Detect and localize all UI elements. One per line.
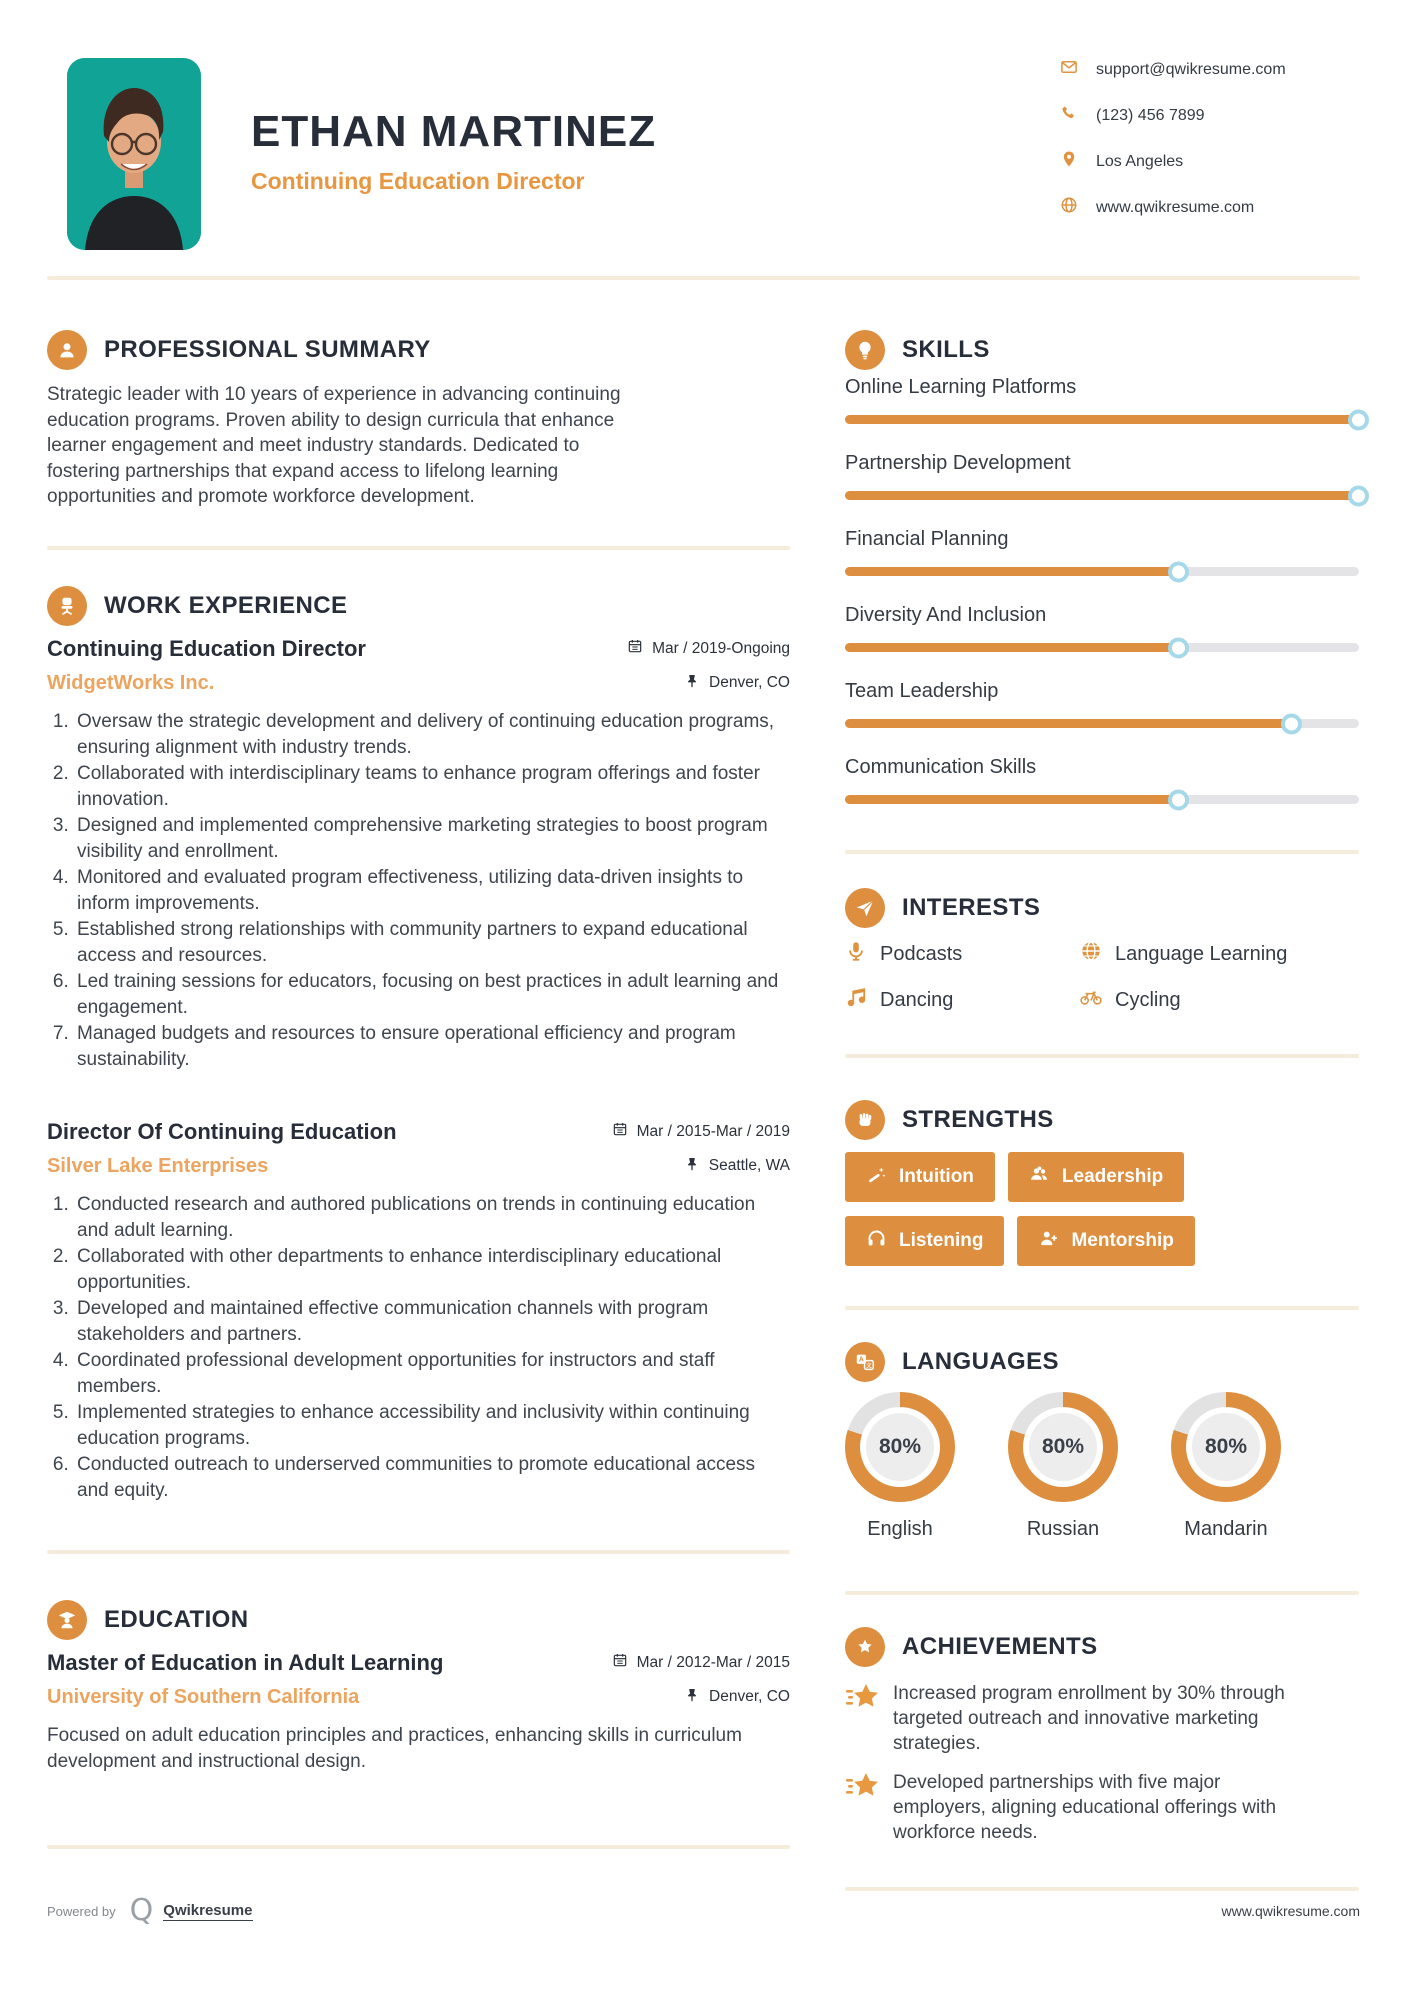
globe-icon [1060,196,1078,219]
skill-bar [845,643,1359,652]
job-entry-2 [47,1119,790,1504]
header [0,0,1407,250]
contact-location: Los Angeles [1096,152,1184,170]
person-name: ETHAN MARTINEZ [251,107,657,156]
education-title: EDUCATION [104,1605,249,1633]
slider-knob [1348,409,1369,430]
skill-fill [845,795,1179,804]
skill-item [845,680,1359,728]
language-donut [845,1392,955,1502]
job-location: Seattle, WA [708,1157,790,1174]
job-company-row [47,1155,790,1178]
interest-item [1080,986,1359,1014]
music-note-icon [845,986,867,1014]
skill-item [845,376,1359,424]
interest-label: Cycling [1115,988,1181,1011]
strength-label: Listening [899,1230,984,1251]
svg-text:A: A [858,1356,864,1364]
job-title-row [47,636,790,662]
pushpin-icon [684,673,700,694]
contact-website-row [1060,196,1360,219]
skill-item [845,756,1359,804]
divider [845,1054,1359,1058]
strength-badge-leadership [1008,1152,1184,1202]
interest-label: Language Learning [1115,942,1288,965]
skills-title: SKILLS [902,336,990,363]
achievement-text: Increased program enrollment by 30% through targeted outreach and innovative marketing strategies. [893,1683,1285,1754]
pushpin-icon [684,1156,700,1177]
education-description: Focused on adult education principles and practices, enhancing skills in curriculum development and instructional design. [47,1724,742,1772]
strength-label: Leadership [1061,1166,1164,1187]
work-section-heading [47,586,790,626]
achievement-item [845,1770,1359,1845]
contact-location-row [1060,150,1360,173]
contact-email[interactable]: support@qwikresume.com [1096,60,1286,78]
qwikresume-brand-link[interactable]: Qwikresume [163,1901,253,1919]
envelope-icon [1060,58,1078,81]
map-pin-icon [1060,150,1078,173]
summary-text: Strategic leader with 10 years of experience in advancing continuing education programs. Proven ability to design curricula that enhance learner engagement and meet industry standards. Dedicated to fostering partnerships that expand access to lifelong learning opportunities and promote workforce development. [47,384,621,507]
job-location: Denver, CO [709,674,790,691]
bicycle-icon [1080,986,1102,1014]
strength-label: Mentorship [1071,1230,1174,1251]
education-location-meta [684,1687,790,1708]
office-chair-icon [47,586,87,626]
education-section-heading [47,1600,790,1640]
skill-bar [845,795,1359,804]
interest-label: Dancing [880,988,954,1011]
skill-item [845,452,1359,500]
job-date: Mar / 2015-Mar / 2019 [636,1122,790,1140]
language-percent: 80% [1192,1413,1260,1481]
contact-website[interactable]: www.qwikresume.com [1096,198,1255,216]
achievement-item [845,1681,1359,1756]
users-icon [1029,1164,1050,1191]
job-company: Silver Lake Enterprises [47,1154,269,1177]
strength-badge-intuition [845,1152,995,1202]
language-percent: 80% [866,1413,934,1481]
divider [47,1845,790,1849]
calendar-icon [612,1652,628,1673]
powered-by-label: Powered by [47,1903,116,1919]
person-icon [47,330,87,370]
strengths-grid [845,1152,1359,1266]
interests-grid [845,940,1359,1014]
education-location: Denver, CO [709,1688,790,1705]
skill-label: Financial Planning [845,528,1009,550]
achievement-text: Developed partnerships with five major employers, aligning educational offerings with workforce needs. [893,1772,1277,1843]
work-title: WORK EXPERIENCE [104,591,348,619]
job-bullet: 1. Oversaw the strategic development and delivery of continuing education programs, ensuring alignment with industry trends. [74,709,790,761]
summary-section-heading [47,330,790,370]
skill-label: Diversity And Inclusion [845,604,1047,626]
skill-label: Team Leadership [845,680,999,702]
language-label: English [867,1518,933,1540]
job-company-row [47,672,790,695]
svg-text:文: 文 [865,1363,872,1370]
divider [845,850,1359,854]
strengths-row [845,1152,1359,1202]
star-icon [845,1772,879,1802]
education-date: Mar / 2012-Mar / 2015 [636,1653,790,1671]
achievements-title: ACHIEVEMENTS [902,1633,1098,1660]
name-block [251,58,656,195]
content-columns [0,280,1407,1891]
interest-item [845,986,1070,1014]
job-date-meta [612,1121,790,1142]
job-date-meta [627,638,790,659]
user-plus-icon [1038,1228,1059,1255]
divider [845,1306,1359,1310]
skill-fill [845,643,1179,652]
language-item [845,1392,955,1541]
lightbulb-icon [845,330,885,370]
profile-photo-illustration [67,58,201,250]
contact-phone[interactable]: (123) 456 7899 [1096,106,1205,124]
calendar-icon [627,638,643,659]
divider [47,546,790,550]
phone-icon [1060,104,1078,127]
skill-fill [845,719,1292,728]
job-bullet: 3. Developed and maintained effective communication channels with program stakeholders and partners. [74,1296,790,1348]
divider [47,1550,790,1554]
education-entry [47,1650,790,1775]
language-item [1171,1392,1281,1541]
skill-bar [845,415,1359,424]
interest-item [845,940,1070,968]
language-percent: 80% [1029,1413,1097,1481]
skill-label: Partnership Development [845,452,1071,474]
skills-section-heading [845,330,1359,370]
language-label: Mandarin [1184,1518,1268,1540]
job-date: Mar / 2019-Ongoing [652,639,790,657]
skill-bar [845,491,1359,500]
left-column [47,280,790,1849]
star-badge-icon [845,1627,885,1667]
calendar-icon [612,1121,628,1142]
person-role: Continuing Education Director [251,168,585,194]
job-entry-1 [47,636,790,1073]
right-column [845,280,1359,1891]
job-bullet: 1. Conducted research and authored publications on trends in continuing education and adult learning. [74,1192,790,1244]
strength-badge-listening [845,1216,1004,1266]
education-degree: Master of Education in Adult Learning [47,1649,444,1675]
job-bullet: 3. Designed and implemented comprehensive marketing strategies to boost program visibility and enrollment. [74,813,790,865]
strength-badge-mentorship [1017,1216,1194,1266]
job-bullet: 5. Established strong relationships with community partners to expand educational access and resources. [74,917,790,969]
slider-knob [1168,637,1189,658]
contact-block [1060,58,1360,219]
education-school-row [47,1686,790,1709]
graduate-icon [47,1600,87,1640]
skill-label: Online Learning Platforms [845,376,1077,398]
divider [845,1591,1359,1595]
translate-icon [845,1342,885,1382]
languages-section-heading [845,1342,1359,1382]
strengths-section-heading [845,1100,1359,1140]
slider-knob [1348,485,1369,506]
headphones-icon [866,1228,887,1255]
job-location-meta [684,673,790,694]
summary-title: PROFESSIONAL SUMMARY [104,336,431,363]
strengths-row [845,1216,1359,1266]
skill-fill [845,567,1179,576]
skill-bar [845,567,1359,576]
education-degree-row [47,1650,790,1676]
job-bullet-list [47,1192,790,1504]
fist-icon [845,1100,885,1140]
skill-fill [845,491,1359,500]
job-bullet: 6. Conducted outreach to underserved communities to promote educational access and equity. [74,1452,790,1504]
pushpin-icon [684,1687,700,1708]
languages-title: LANGUAGES [902,1348,1059,1375]
strengths-title: STRENGTHS [902,1106,1054,1133]
footer-website[interactable]: www.qwikresume.com [1221,1903,1360,1919]
contact-phone-row [1060,104,1360,127]
skill-bar [845,719,1359,728]
job-bullet: 7. Managed budgets and resources to ensure operational efficiency and program sustainability. [74,1021,790,1073]
globe-icon [1080,940,1102,968]
job-title: Continuing Education Director [47,635,366,661]
qwikresume-logo: Q [129,1893,154,1928]
star-icon [845,1683,879,1713]
language-donut [1008,1392,1118,1502]
interests-section-heading [845,888,1359,928]
language-donut [1171,1392,1281,1502]
interest-item [1080,940,1359,968]
job-bullet: 2. Collaborated with interdisciplinary teams to enhance program offerings and foster innovation. [74,761,790,813]
footer [47,1893,1360,1928]
profile-photo [67,58,201,250]
slider-knob [1168,789,1189,810]
job-company: WidgetWorks Inc. [47,671,215,694]
magic-wand-icon [866,1164,887,1191]
achievements-section-heading [845,1627,1359,1667]
microphone-icon [845,940,867,968]
job-location-meta [684,1156,790,1177]
slider-knob [1168,561,1189,582]
paper-plane-icon [845,888,885,928]
job-bullet: 2. Collaborated with other departments to enhance interdisciplinary educational opportunities. [74,1244,790,1296]
donut-hole [1186,1407,1266,1487]
job-bullet-list [47,709,790,1073]
donut-hole [1023,1407,1103,1487]
education-date-meta [612,1652,790,1673]
skill-item [845,604,1359,652]
languages-row [845,1392,1359,1541]
interest-label: Podcasts [880,942,963,965]
skill-fill [845,415,1359,424]
divider [845,1887,1359,1891]
job-title: Director Of Continuing Education [47,1118,397,1144]
job-bullet: 5. Implemented strategies to enhance accessibility and inclusivity within continuing education programs. [74,1400,790,1452]
strength-label: Intuition [899,1166,974,1187]
job-bullet: 4. Coordinated professional development opportunities for instructors and staff members. [74,1348,790,1400]
language-item [1008,1392,1118,1541]
job-bullet: 4. Monitored and evaluated program effectiveness, utilizing data-driven insights to inform improvements. [74,865,790,917]
skill-label: Communication Skills [845,756,1037,778]
interests-title: INTERESTS [902,894,1041,921]
education-school: University of Southern California [47,1685,360,1708]
contact-email-row [1060,58,1360,81]
job-title-row [47,1119,790,1145]
skill-item [845,528,1359,576]
language-label: Russian [1026,1518,1100,1540]
donut-hole [860,1407,940,1487]
slider-knob [1281,713,1302,734]
job-bullet: 6. Led training sessions for educators, focusing on best practices in adult learning and engagement. [74,969,790,1021]
